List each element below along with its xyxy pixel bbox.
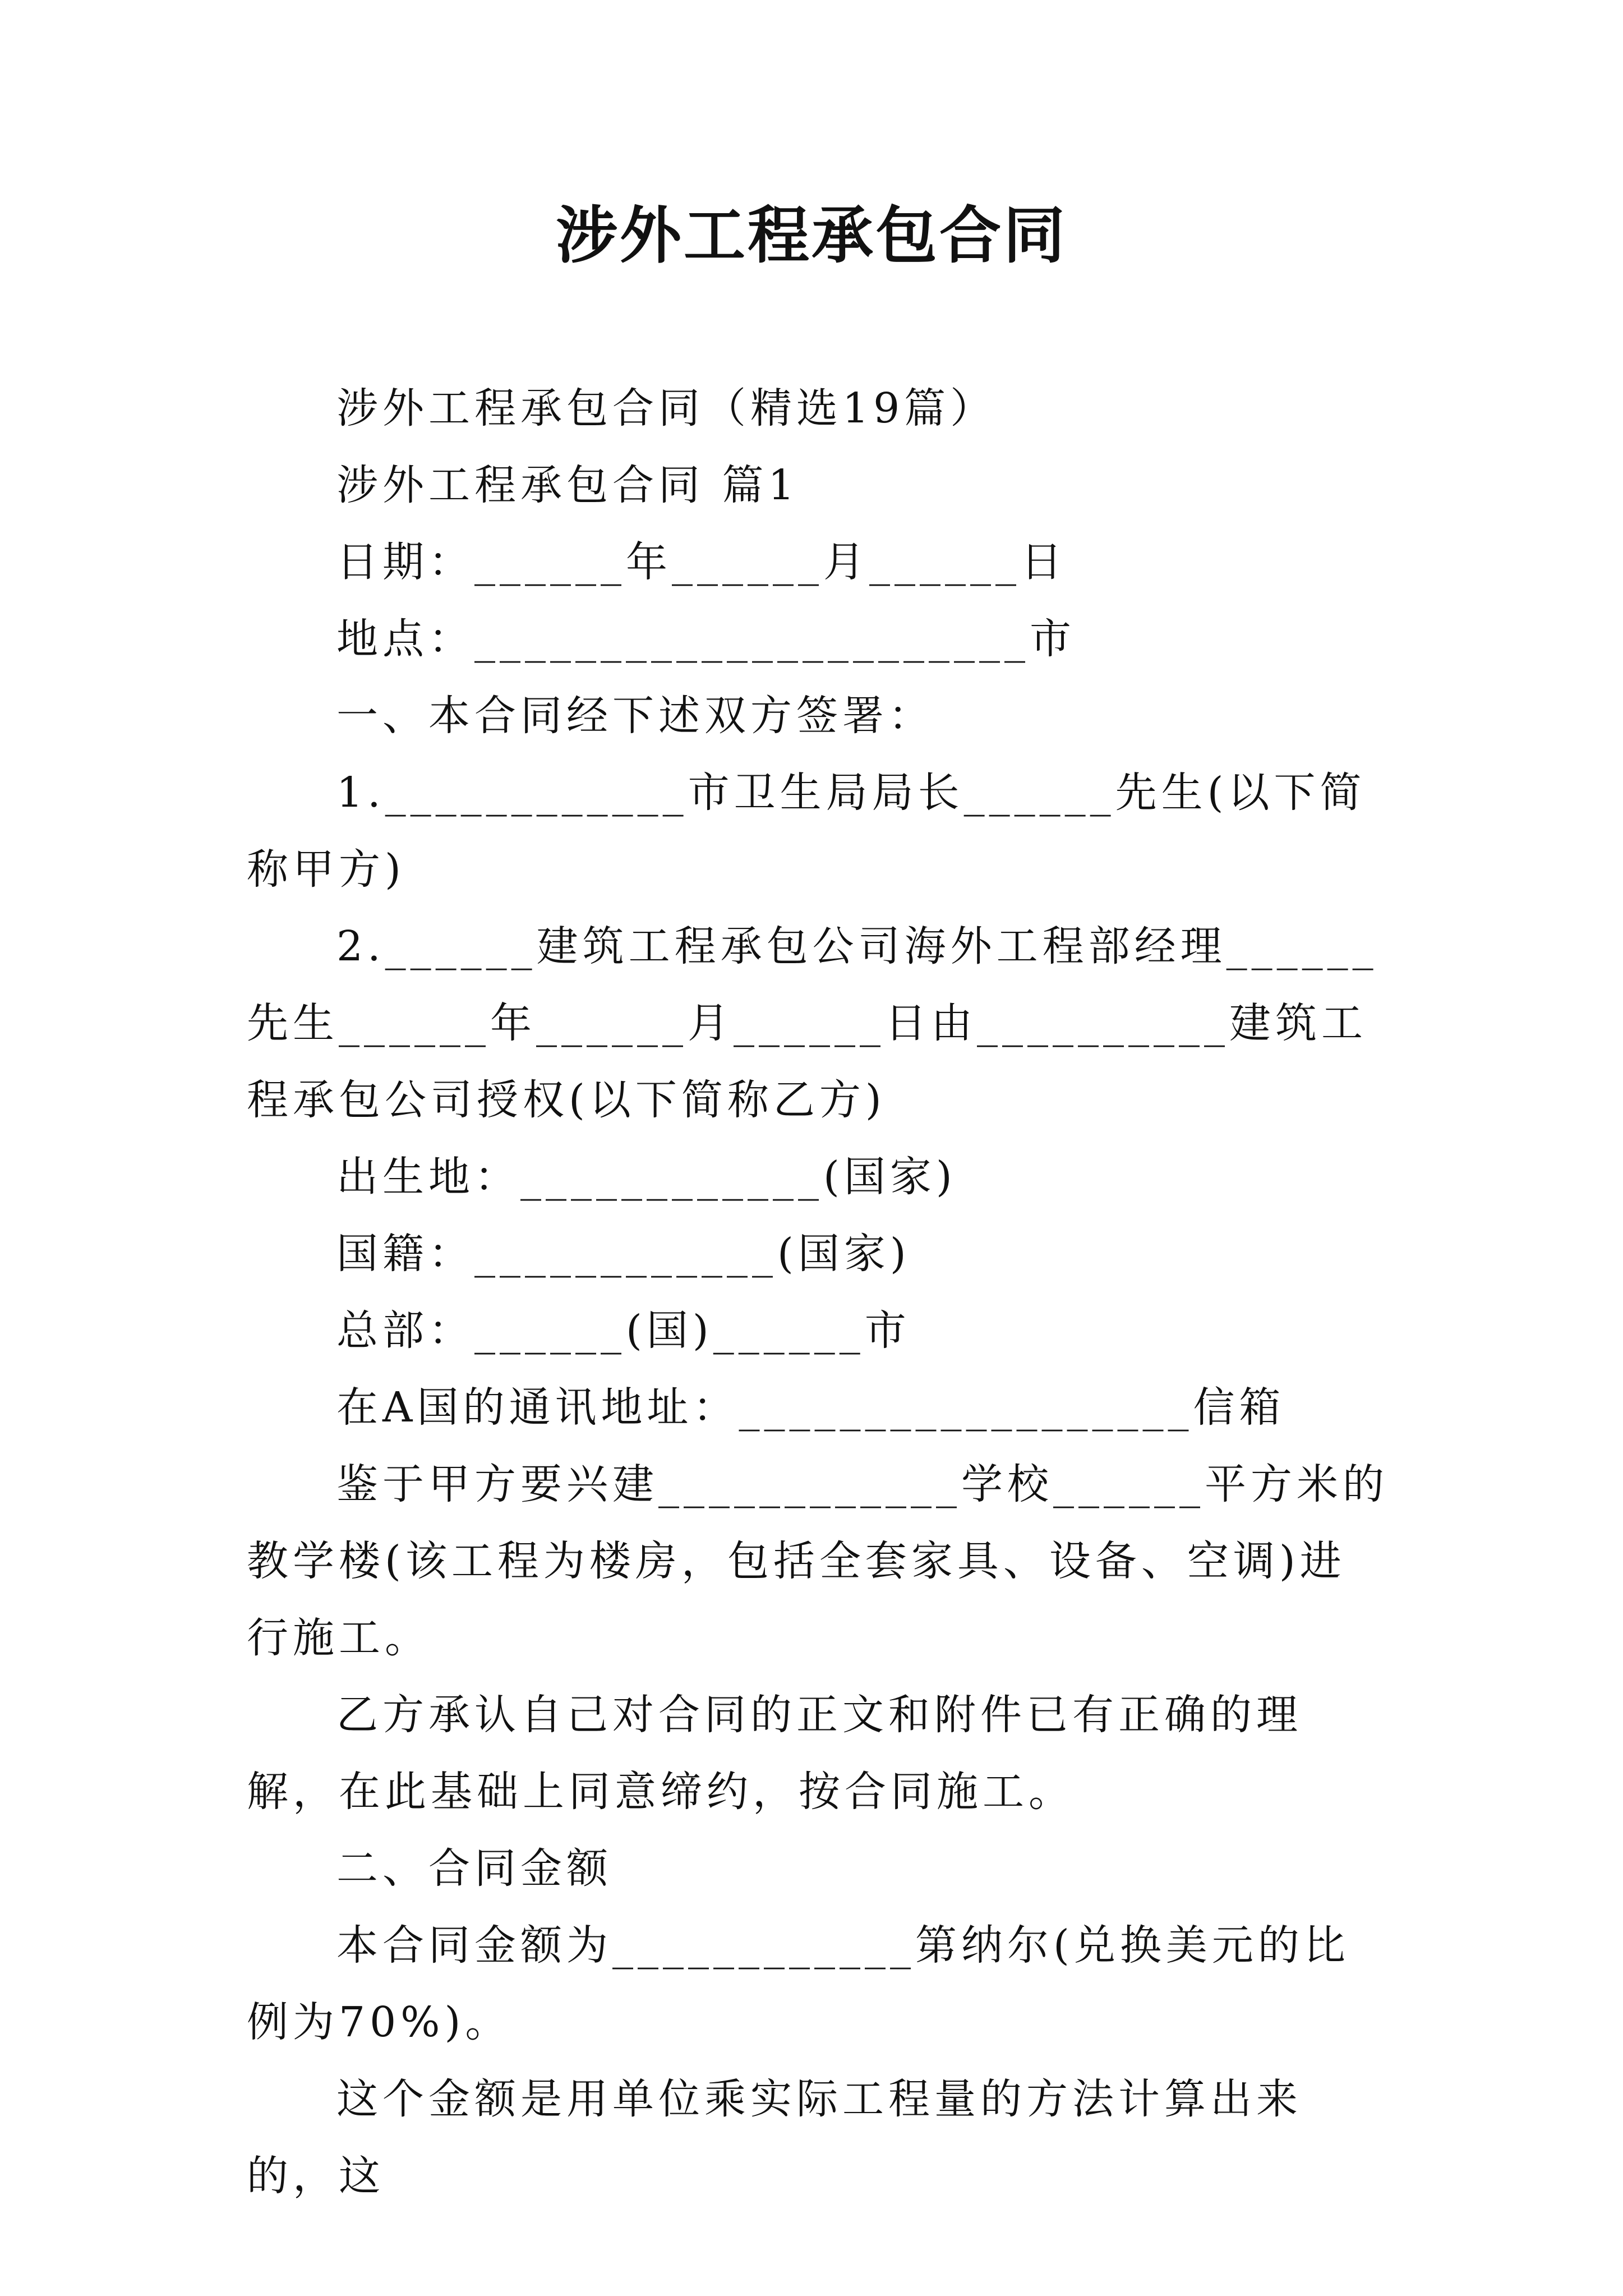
party-a-paragraph: 1.____________市卫生局局长______先生(以下简称甲方) (247, 769, 1366, 894)
place-line: 地点：______________________市 (336, 615, 1076, 663)
section-2-heading: 二、合同金额 (336, 1844, 612, 1893)
address-line: 在A国的通讯地址：__________________信箱 (336, 1383, 1285, 1432)
birthplace-line: 出生地：____________(国家) (336, 1153, 957, 1201)
part-heading: 涉外工程承包合同 篇1 (336, 461, 799, 509)
nationality-line: 国籍：____________(国家) (336, 1230, 911, 1278)
document-body (247, 370, 1391, 2215)
section-1-heading: 一、本合同经下述双方签署： (336, 692, 934, 740)
document-title: 涉外工程承包合同 (556, 199, 1067, 272)
amount-calc-paragraph: 这个金额是用单位乘实际工程量的方法计算出来的，这 (247, 2075, 1302, 2200)
whereas-paragraph: 鉴于甲方要兴建____________学校______平方米的教学楼(该工程为楼房，包括全套家具、设备、空调)进行施工。 (247, 1460, 1389, 1662)
headquarters-line: 总部：______(国)______市 (336, 1306, 911, 1355)
acknowledgement-paragraph: 乙方承认自己对合同的正文和附件已有正确的理解，在此基础上同意缔约，按合同施工。 (247, 1691, 1302, 1816)
party-b-paragraph: 2.______建筑工程承包公司海外工程部经理______先生______年______月______日由__________建筑工程承包公司授权(以下简称乙方) (247, 922, 1378, 1124)
subtitle: 涉外工程承包合同（精选19篇） (336, 384, 997, 432)
date-line: 日期：______年______月______日 (336, 538, 1067, 586)
contract-amount-paragraph: 本合同金额为____________第纳尔(兑换美元的比例为70%)。 (247, 1921, 1350, 2046)
